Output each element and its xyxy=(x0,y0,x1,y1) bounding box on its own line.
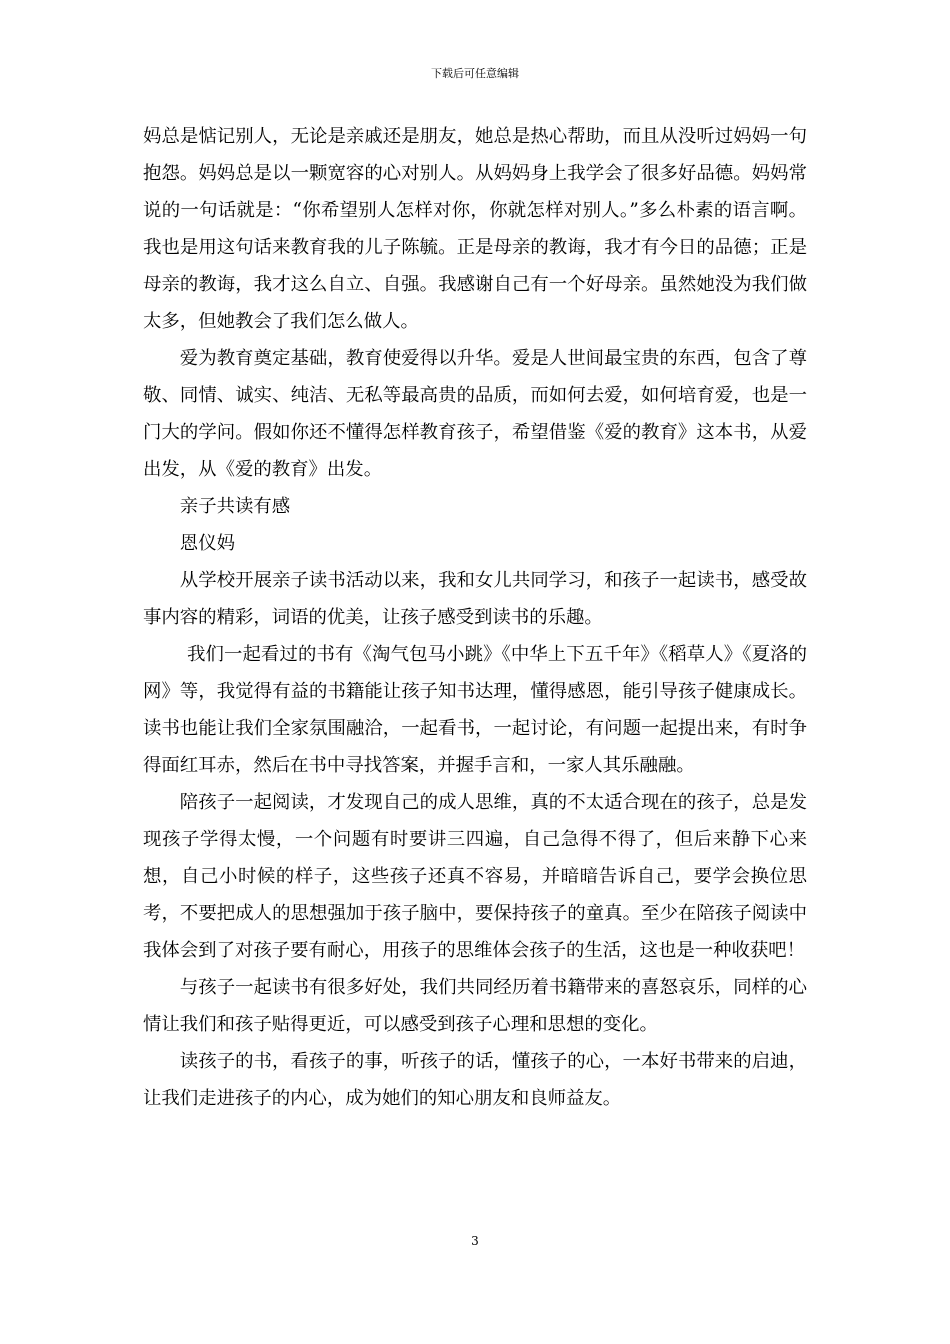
paragraph: 读孩子的书，看孩子的事，听孩子的话，懂孩子的心，一本好书带来的启迪，让我们走进孩子的内心，成为她们的知心朋友和良师益友。 xyxy=(143,1051,807,1109)
essay-title: 亲子共读有感 xyxy=(179,496,291,517)
paragraph: 爱为教育奠定基础，教育使爱得以升华。爱是人世间最宝贵的东西，包含了尊敬、同情、诚实、纯洁、无私等最高贵的品质，而如何去爱，如何培育爱，也是一门大的学问。假如你还不懂得怎样教育孩子，希望借鉴《爱的教育》这本书，从爱出发，从《爱的教育》出发。 xyxy=(143,348,807,480)
page-number: 3 xyxy=(471,1234,479,1248)
paragraph: 陪孩子一起阅读，才发现自己的成人思维，真的不太适合现在的孩子，总是发现孩子学得太慢，一个问题有时要讲三四遍，自己急得不得了，但后来静下心来想，自己小时候的样子，这些孩子还真不容易，并暗暗告诉自己，要学会换位思考，不要把成人的思想强加于孩子脑中，要保持孩子的童真。至少在陪孩子阅读中我体会到了对孩子要有耐心，用孩子的思维体会孩子的生活，这也是一种收获吧！ xyxy=(143,792,807,961)
page-header: 下载后可任意编辑 xyxy=(431,67,519,80)
paragraph: 我们一起看过的书有《淘气包马小跳》《中华上下五千年》《稻草人》《夏洛的网》等，我觉得有益的书籍能让孩子知书达理，懂得感恩，能引导孩子健康成长。读书也能让我们全家氛围融洽，一起看书，一起讨论，有问题一起提出来，有时争得面红耳赤，然后在书中寻找答案，并握手言和，一家人其乐融融。 xyxy=(143,644,807,776)
paragraph: 从学校开展亲子读书活动以来，我和女儿共同学习，和孩子一起读书，感受故事内容的精彩，词语的优美，让孩子感受到读书的乐趣。 xyxy=(143,570,807,628)
body-text xyxy=(143,118,807,1117)
essay-author: 恩仪妈 xyxy=(179,533,235,554)
paragraph: 与孩子一起读书有很多好处，我们共同经历着书籍带来的喜怒哀乐，同样的心情让我们和孩子贴得更近，可以感受到孩子心理和思想的变化。 xyxy=(143,977,807,1035)
paragraph-continued: 妈总是惦记别人，无论是亲戚还是朋友，她总是热心帮助，而且从没听过妈妈一句抱怨。妈妈总是以一颗宽容的心对别人。从妈妈身上我学会了很多好品德。妈妈常说的一句话就是：“你希望别人怎样对你，你就怎样对别人。”多么朴素的语言啊。我也是用这句话来教育我的儿子陈毓。正是母亲的教诲，我才有今日的品德；正是母亲的教诲，我才这么自立、自强。我感谢自己有一个好母亲。虽然她没为我们做太多，但她教会了我们怎么做人。 xyxy=(143,126,807,332)
